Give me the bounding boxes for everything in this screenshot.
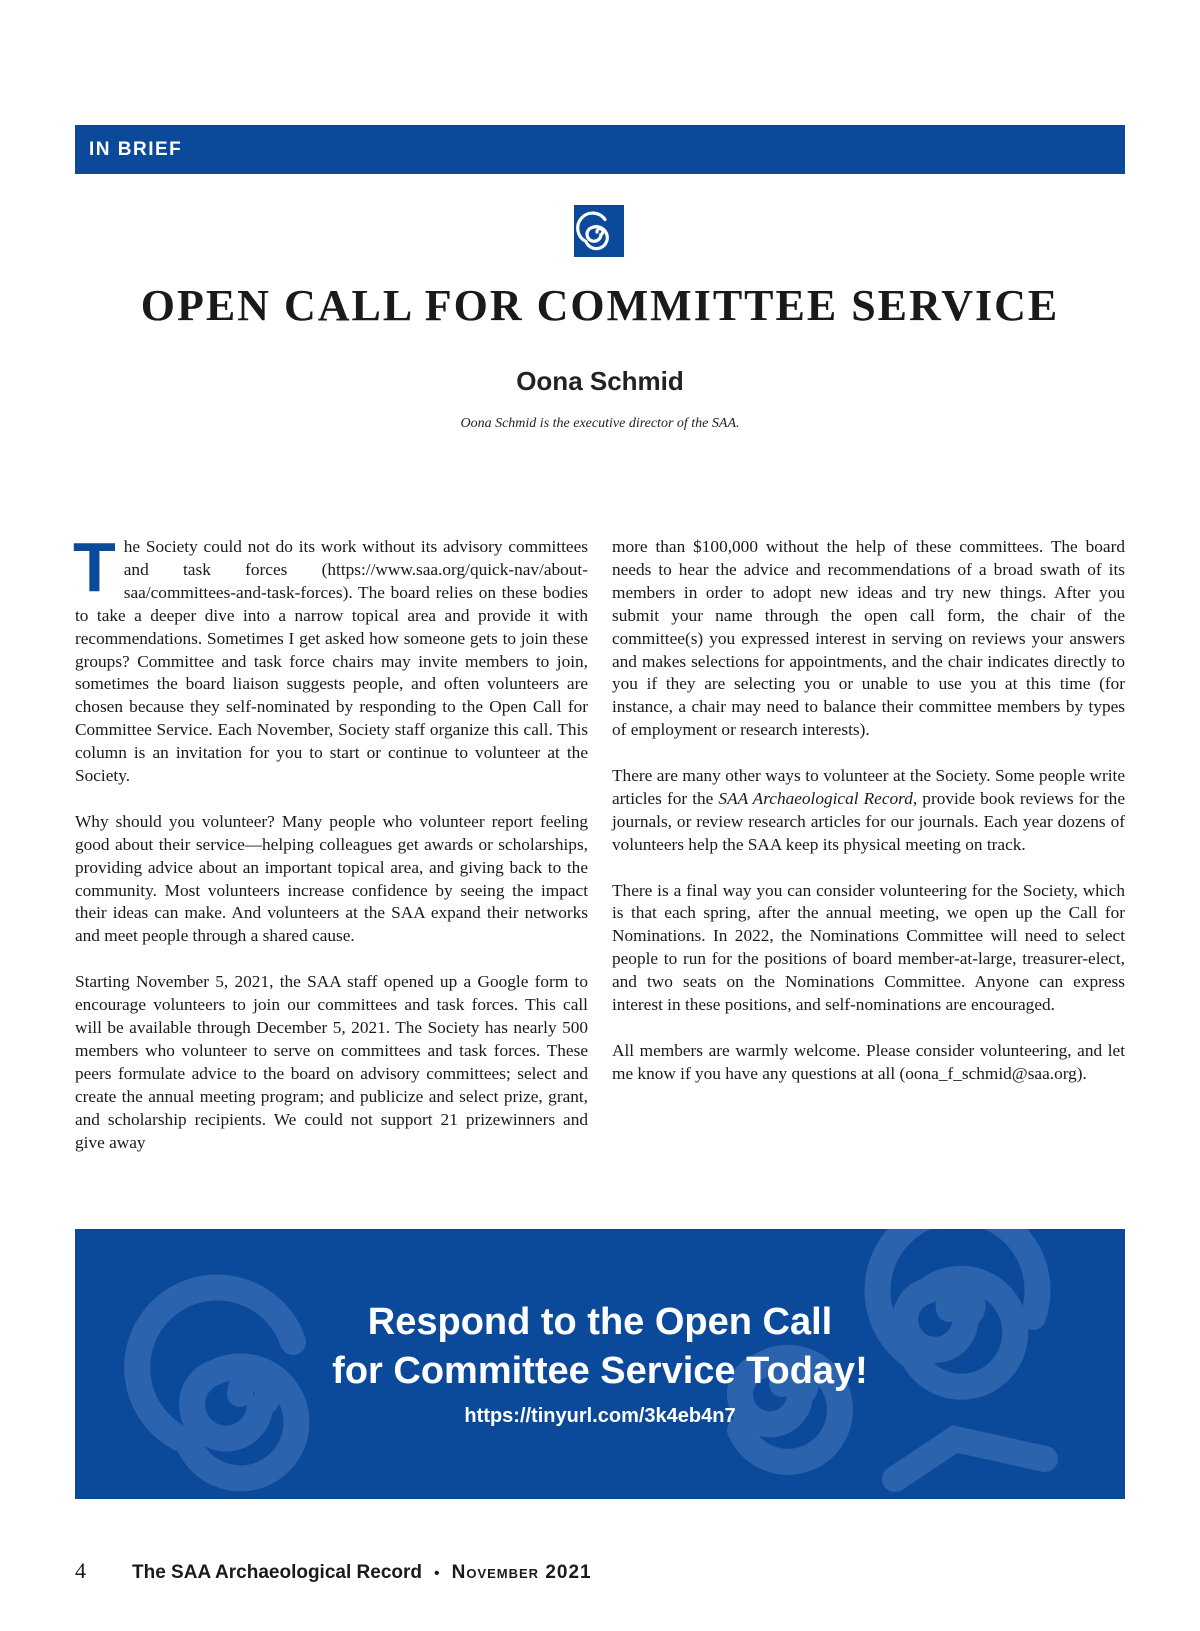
section-band: [75, 125, 1125, 174]
publication-name: The SAA Archaeological Record: [132, 1562, 422, 1583]
paragraph: more than $100,000 without the help of these committees. The board needs to hear the advice and recommendations of a broad swath of its members in order to adopt new ideas and try new things. After you submit your name through the open call form, the chair of the committee(s) you expressed interest in serving on reviews your answers and makes selections for appointments, and the chair indicates directly to you if they are selecting you or unable to use you at this time (for instance, a chair may need to balance their committee members by types of employment or research interests).: [612, 537, 1125, 740]
footer-bullet: •: [434, 1565, 440, 1582]
paragraph: Starting November 5, 2021, the SAA staff opened up a Google form to encourage volunteers to join our committees and task forces. This call will be available through December 5, 2021. The Society has nearly 500 members who volunteer to serve on committees and task forces. These peers formulate advice to the board on advisory committees; select and create the annual meeting program; and publicize and select prize, grant, and scholarship recipients. We could not support 21 prizewinners and give away: [75, 972, 588, 1152]
drop-cap: T: [73, 528, 116, 606]
cta-line: for Committee Service Today!: [332, 1350, 868, 1392]
left-column: [73, 528, 588, 1177]
call-to-action-box: [75, 1229, 1125, 1499]
paragraph: All members are warmly welcome. Please consider volunteering, and let me know if you have any questions at all (oona_f_schmid@saa.org).: [612, 1040, 1125, 1083]
journal-title: SAA Archaeological Record: [718, 788, 913, 808]
cta-headline: [75, 1298, 1125, 1396]
page-footer: [75, 1556, 592, 1586]
author-affiliation: Oona Schmid is the executive director of the SAA.: [460, 416, 740, 431]
page-number: 4: [75, 1558, 86, 1583]
paragraph: There is a final way you can consider volunteering for the Society, which is that each spring, after the annual meeting, we open up the Call for Nominations. In 2022, the Nominations Committee will need to select people to run for the positions of board member-at-large, treasurer-elect, and two seats on the Nominations Committee. Anyone can express interest in these positions, and self-nominations are encouraged.: [612, 880, 1125, 1015]
section-label: IN BRIEF: [89, 139, 183, 160]
spiral-logo-icon: [574, 205, 624, 257]
paragraph: There are many other ways to volunteer at the Society. Some people write articles for the SAA Archaeological Record, provide book reviews for the journals, or review research articles for our journals. Each year dozens of volunteers help the SAA keep its physical meeting on track.: [612, 766, 1125, 854]
paragraph: The Society could not do its work without its advisory committees and task forces (https://www.saa.org/quick-nav/about-saa/committees-and-task-forces). The board relies on these bodies to take a deeper dive into a narrow topical area and provide it with recommendations. Sometimes I get asked how someone gets to join these groups? Committee and task force chairs may invite members to join, sometimes the board liaison suggests people, and often volunteers are chosen because they self-nominated by responding to the Open Call for Committee Service. Each November, Society staff organize this call. This column is an invitation for you to start or continue to volunteer at the Society.: [73, 528, 588, 786]
right-column: [612, 536, 1125, 1109]
paragraph: Why should you volunteer? Many people who volunteer report feeling good about their service—helping colleagues get awards or scholarships, providing advice about an important topical area, and giving back to the community. Most volunteers increase confidence by seeing the impact their ideas can make. And volunteers at the SAA expand their networks and meet people through a shared cause.: [75, 811, 588, 946]
cta-line: Respond to the Open Call: [367, 1301, 833, 1343]
author-name: Oona Schmid: [516, 366, 684, 396]
cta-link[interactable]: https://tinyurl.com/3k4eb4n7: [464, 1405, 736, 1427]
article-title: OPEN CALL FOR COMMITTEE SERVICE: [140, 281, 1060, 330]
issue-date: November 2021: [451, 1562, 592, 1583]
